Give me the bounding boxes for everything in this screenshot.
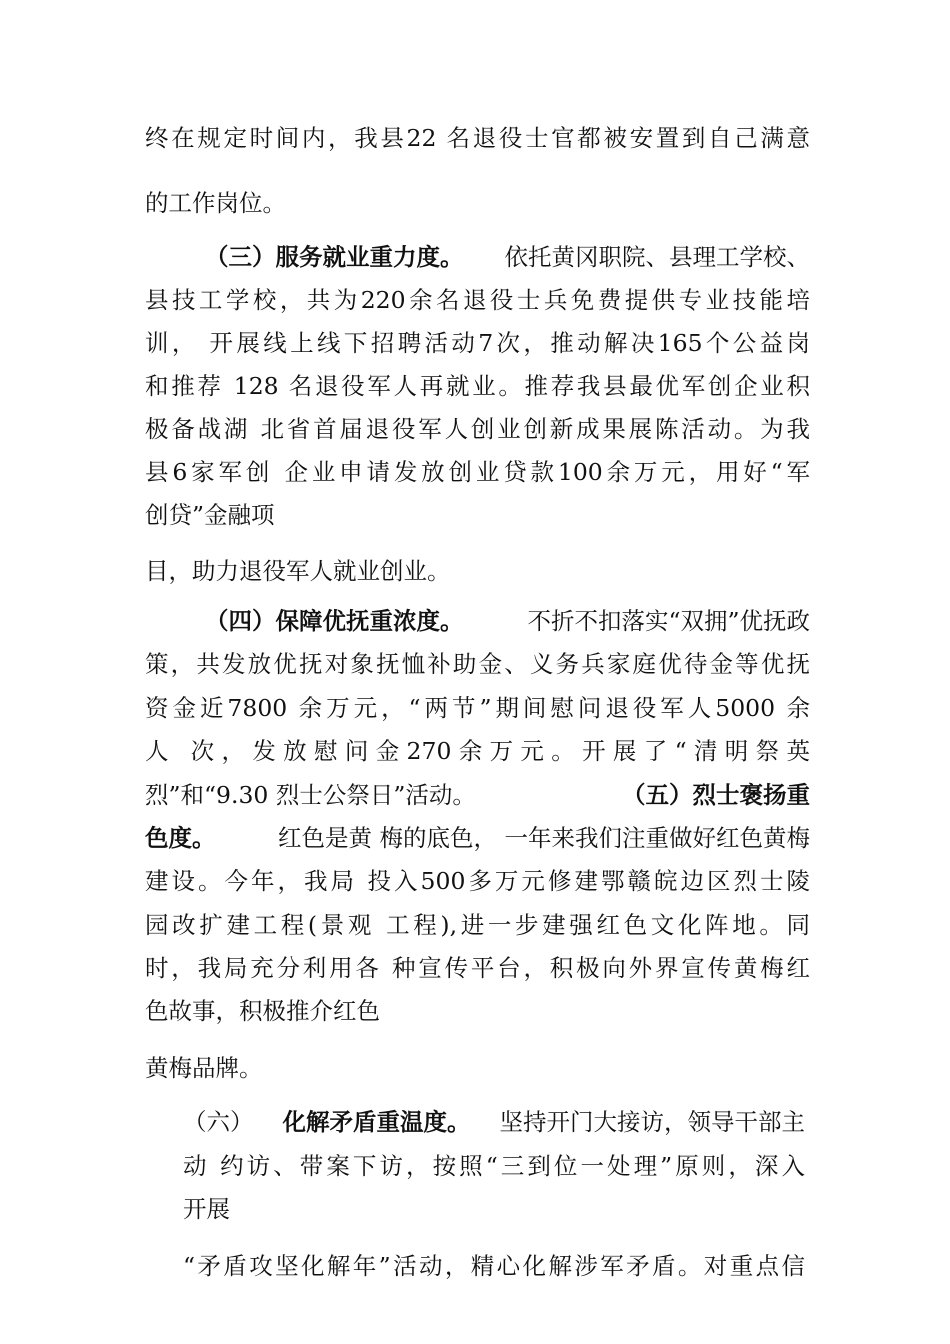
- paragraph-heading-line: [205, 241, 810, 273]
- section-heading: 化解矛盾重温度。: [282, 1108, 471, 1136]
- text-line: 色故事，积极推介红色: [145, 997, 380, 1025]
- text-line: 建设。今年，我局 投入500多万元修建鄂赣皖边区烈士陵: [145, 867, 810, 895]
- text-line: 县6家军创 企业申请发放创业贷款100余万元，用好“军: [145, 458, 810, 486]
- section-heading: 色度。: [145, 824, 216, 852]
- text-line: “矛盾攻坚化解年”活动，精心化解涉军矛盾。对重点信: [183, 1252, 805, 1280]
- text-line: 的工作岗位。: [145, 189, 286, 217]
- text-line: 和推荐 128 名退役军人再就业。推荐我县最优军创企业积: [145, 372, 810, 400]
- paragraph-heading-line: [183, 1106, 805, 1138]
- text-line: 动 约访、带案下访，按照“三到位一处理”原则，深入: [183, 1152, 805, 1180]
- text-line: 县技工学校，共为220余名退役士兵免费提供专业技能培: [145, 286, 810, 314]
- section-number: （六）: [183, 1108, 254, 1136]
- section-heading: （四）保障优抚重浓度。: [205, 607, 464, 635]
- text-span: 不折不扣落实“双拥”优抚政: [527, 607, 810, 635]
- section-heading: （三）服务就业重力度。: [205, 243, 464, 271]
- text-line: 策，共发放优抚对象抚恤补助金、义务兵家庭优待金等优抚: [145, 650, 810, 678]
- text-span: 红色是黄 梅的底色， 一年来我们注重做好红色黄梅: [278, 824, 810, 852]
- text-line: 目，助力退役军人就业创业。: [145, 557, 451, 585]
- text-line: 黄梅品牌。: [145, 1054, 263, 1082]
- text-line: 资金近7800 余万元，“两节”期间慰问退役军人5000 余: [145, 694, 810, 722]
- text-span: 烈”和“9.30 烈士公祭日”活动。: [145, 781, 476, 809]
- text-line: 终在规定时间内，我县22 名退役士官都被安置到自己满意: [145, 124, 810, 152]
- text-line: [145, 779, 810, 811]
- text-line: 时，我局充分利用各 种宣传平台，积极向外界宣传黄梅红: [145, 954, 810, 982]
- section-heading: （五）烈士褒扬重: [622, 781, 810, 809]
- text-line: [145, 822, 810, 854]
- paragraph-heading-line: [205, 605, 810, 637]
- text-span: 依托黄冈职院、县理工学校、: [504, 243, 810, 271]
- text-line: 园改扩建工程(景观 工程),进一步建强红色文化阵地。同: [145, 911, 810, 939]
- text-line: 创贷”金融项: [145, 501, 275, 529]
- text-line: 极备战湖 北省首届退役军人创业创新成果展陈活动。为我: [145, 415, 810, 443]
- text-line: 开展: [183, 1195, 230, 1223]
- text-span: 坚持开门大接访，领导干部主: [499, 1108, 805, 1136]
- text-line: 人 次，发放慰问金270余万元。开展了“清明祭英: [145, 737, 810, 765]
- text-line: 训， 开展线上线下招聘活动7次，推动解决165个公益岗: [145, 329, 810, 357]
